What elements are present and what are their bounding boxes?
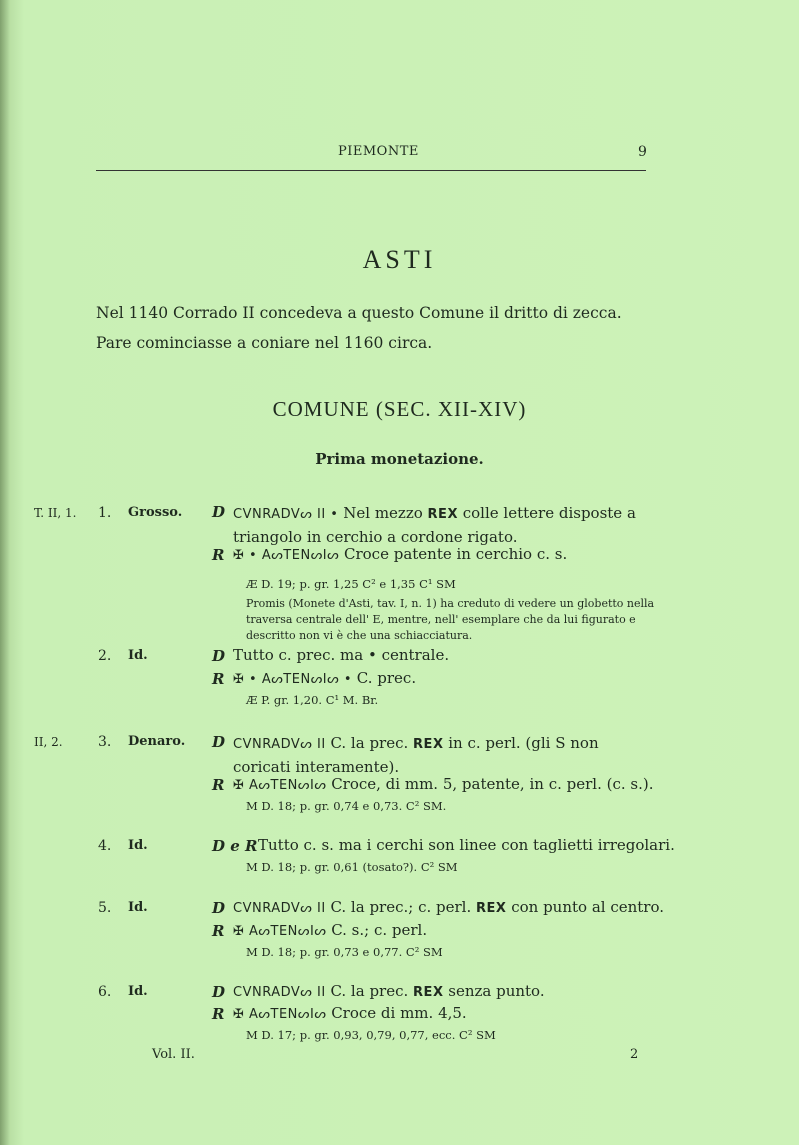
reverse-symbol: R	[212, 922, 225, 940]
subsection-title: Prima monetazione.	[315, 450, 484, 468]
entry-number: 2.	[98, 648, 112, 664]
coin-type: Grosso.	[128, 505, 183, 520]
plate-reference: II, 2.	[34, 735, 63, 749]
entry-number: 5.	[98, 900, 112, 916]
obverse-symbol: D	[212, 733, 226, 751]
coin-type: Id.	[128, 984, 148, 999]
reverse-legend: ✠ • AᔕTENᔕIᔕ	[233, 548, 340, 563]
running-head: PIEMONTE	[338, 144, 419, 159]
coin-metadata: Æ D. 19; p. gr. 1,25 C² e 1,35 C¹ SM	[246, 577, 456, 591]
section-title: COMUNE (SEC. XII-XIV)	[272, 397, 527, 421]
obverse-legend: CVNRADVᔕ II	[233, 985, 326, 1000]
reverse-symbol: R	[212, 546, 225, 564]
reverse-text: C. s.; c. perl.	[331, 921, 428, 939]
reverse-legend: ✠ AᔕTENᔕIᔕ	[233, 924, 327, 939]
intro-paragraph: Nel 1140 Corrado II concedeva a questo Comune il dritto di zecca. Pare cominciasse a coniare nel 1160 circa.	[96, 304, 622, 352]
reverse-text: Croce patente in cerchio c. s.	[344, 545, 568, 563]
reverse-text: Croce, di mm. 5, patente, in c. perl. (c. s.).	[331, 775, 654, 793]
obverse-symbol: D	[212, 647, 226, 665]
obverse-description	[233, 898, 664, 916]
page-number: 9	[638, 144, 647, 160]
coin-type: Id.	[128, 838, 148, 853]
reverse-symbol: R	[212, 1005, 225, 1023]
coin-type: Id.	[128, 900, 148, 915]
obverse-symbol: D	[212, 899, 226, 917]
reverse-symbol: R	[212, 776, 225, 794]
coin-metadata: M D. 18; p. gr. 0,74 e 0,73. C² SM.	[246, 799, 447, 813]
plate-reference: T. II, 1.	[34, 506, 77, 520]
reverse-text: Croce di mm. 4,5.	[331, 1004, 467, 1022]
obverse-text: Nel mezzo	[343, 504, 423, 522]
reverse-symbol: R	[212, 670, 225, 688]
entry-number: 1.	[98, 505, 112, 521]
signature-mark: 2	[630, 1047, 639, 1062]
coin-metadata: M D. 17; p. gr. 0,93, 0,79, 0,77, ecc. C² SM	[246, 1028, 496, 1042]
obverse-text: C. la prec.; c. perl.	[330, 898, 472, 916]
obverse-description	[233, 502, 653, 548]
coin-note: Promis (Monete d'Asti, tav. I, n. 1) ha creduto di vedere un globetto nella traversa centrale dell' E, mentre, nell' esemplare che da lui figurato e descritto non vi è che una schiacciatura.	[246, 597, 655, 642]
obverse-symbol: D	[212, 503, 226, 521]
obverse-description: Tutto c. s. ma i cerchi son linee con taglietti irregolari.	[258, 836, 675, 854]
coin-type: Denaro.	[128, 734, 186, 749]
reverse-legend: ✠ AᔕTENᔕIᔕ	[233, 778, 327, 793]
obverse-text: C. la prec.	[330, 734, 409, 752]
obverse-text-continued: colle lettere disposte a triangolo in cerchio a cordone rigato.	[233, 504, 636, 546]
obverse-text-continued: senza punto.	[448, 982, 545, 1000]
entry-number: 3.	[98, 734, 112, 750]
volume-label: Vol. II.	[152, 1047, 195, 1062]
reverse-legend: ✠ • AᔕTENᔕIᔕ •	[233, 672, 353, 687]
reverse-description	[233, 1004, 467, 1022]
obverse-legend-rex: REX	[413, 737, 444, 752]
reverse-description	[233, 545, 567, 563]
obverse-text: C. la prec.	[330, 982, 409, 1000]
coin-metadata: Æ P. gr. 1,20. C¹ M. Br.	[246, 693, 379, 707]
obverse-text-continued: in c. perl. (gli S non coricati interamente).	[233, 734, 599, 776]
obverse-legend: CVNRADVᔕ II •	[233, 507, 339, 522]
header-rule	[96, 170, 646, 171]
reverse-text: C. prec.	[356, 669, 417, 687]
obverse-legend-rex: REX	[427, 507, 458, 522]
obverse-reverse-symbol: D e R	[212, 837, 258, 855]
obverse-symbol: D	[212, 983, 226, 1001]
reverse-description	[233, 669, 416, 687]
coin-metadata: M D. 18; p. gr. 0,61 (tosato?). C² SM	[246, 860, 458, 874]
obverse-description: Tutto c. prec. ma • centrale.	[233, 646, 450, 664]
obverse-legend: CVNRADVᔕ II	[233, 737, 326, 752]
reverse-description	[233, 775, 653, 793]
reverse-description	[233, 921, 427, 939]
entry-number: 4.	[98, 838, 112, 854]
entry-number: 6.	[98, 984, 112, 1000]
reverse-legend: ✠ AᔕTENᔕIᔕ	[233, 1007, 327, 1022]
obverse-text-continued: con punto al centro.	[511, 898, 665, 916]
obverse-legend: CVNRADVᔕ II	[233, 901, 326, 916]
obverse-legend-rex: REX	[413, 985, 444, 1000]
obverse-legend-rex: REX	[476, 901, 507, 916]
obverse-description	[233, 982, 545, 1000]
coin-metadata: M D. 18; p. gr. 0,73 e 0,77. C² SM	[246, 945, 443, 959]
obverse-description	[233, 732, 653, 778]
coin-type: Id.	[128, 648, 148, 663]
page-title: ASTI	[362, 245, 437, 274]
